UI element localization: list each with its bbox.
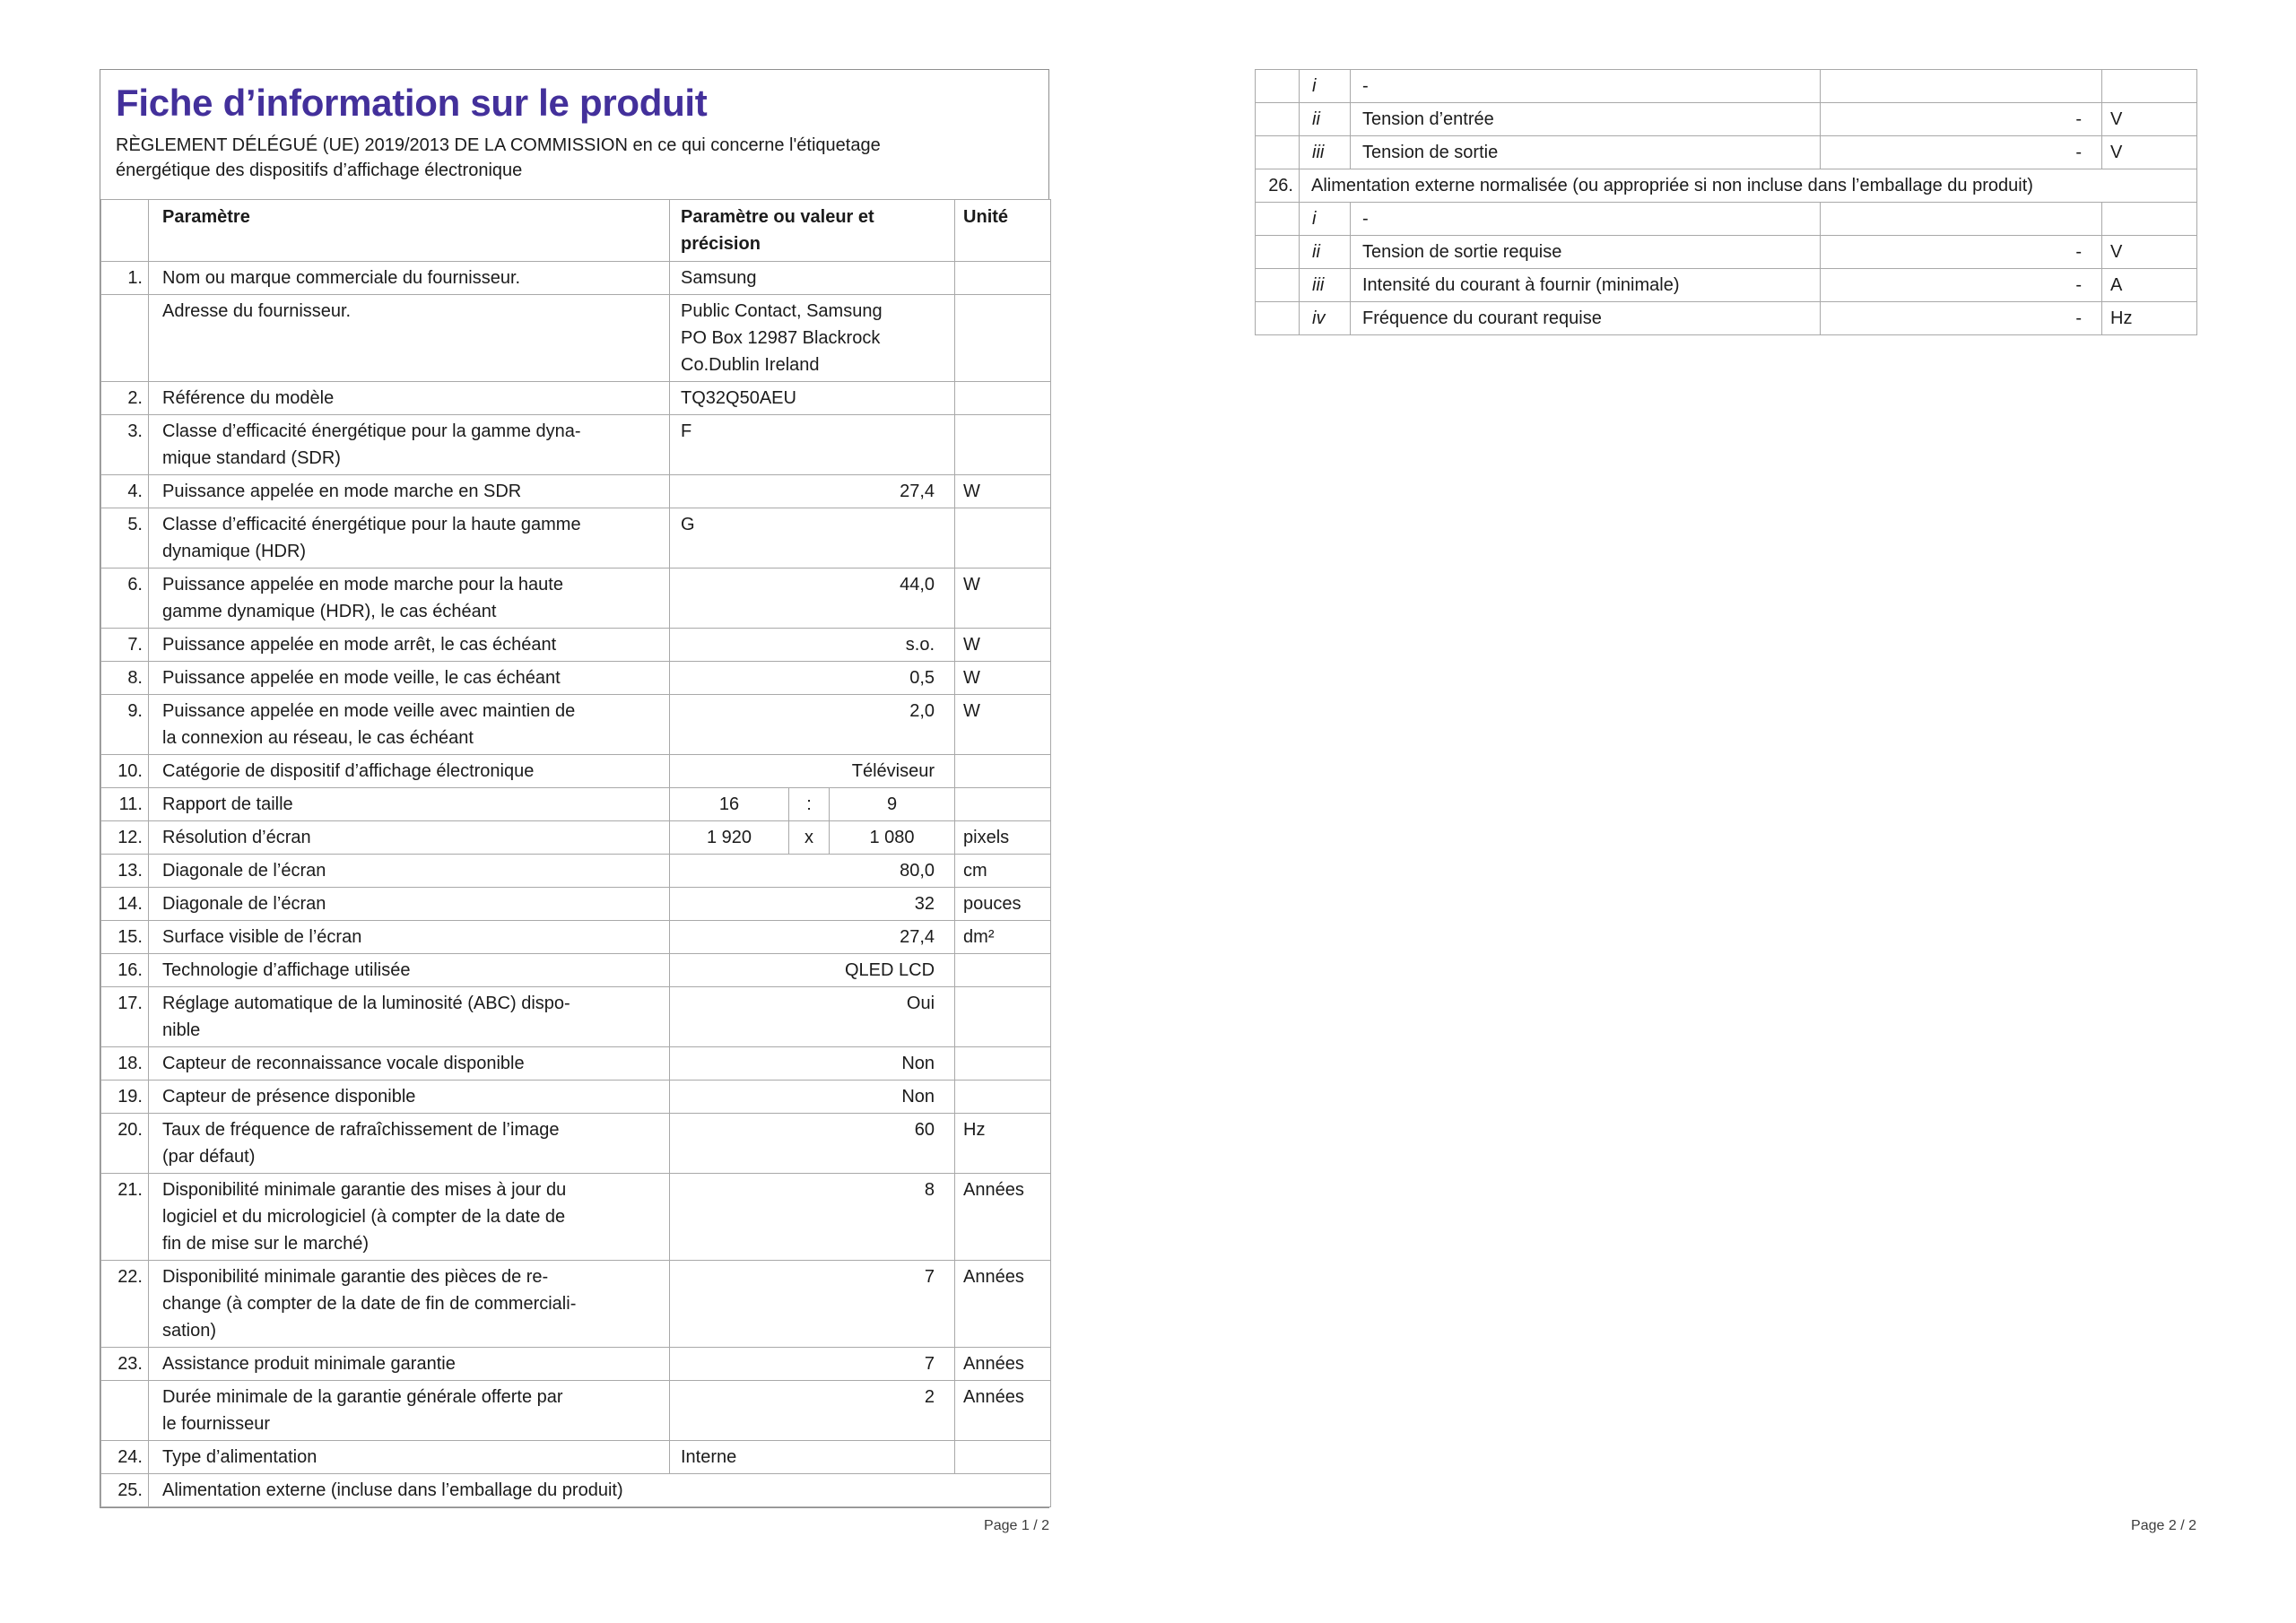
row-number: 1. [101, 262, 149, 295]
table-row [1256, 103, 2197, 136]
doc-subtitle: RÈGLEMENT DÉLÉGUÉ (UE) 2019/2013 DE LA COMMISSION en ce qui concerne l'étiquetage énergétique des dispositifs d’affichage électronique [116, 135, 881, 180]
param-label: Capteur de présence disponible [149, 1081, 670, 1114]
row-number: 17. [101, 987, 149, 1047]
unit-label [955, 987, 1051, 1047]
row-number [101, 1381, 149, 1441]
table-row [101, 821, 1051, 855]
header-valeur: Paramètre ou valeur et précision [670, 200, 955, 262]
row-number: 13. [101, 855, 149, 888]
table-row [1256, 136, 2197, 169]
unit-label: W [955, 475, 1051, 508]
param-value: 2,0 [670, 695, 955, 755]
page-1 [100, 69, 1049, 1508]
param-value: Non [670, 1081, 955, 1114]
value-part-2: 1 080 [830, 821, 955, 855]
row-number: 14. [101, 888, 149, 921]
param-value: 8 [670, 1174, 955, 1261]
param-value: Téléviseur [670, 755, 955, 788]
param-value: s.o. [670, 629, 955, 662]
product-info-table-page1 [100, 199, 1051, 1507]
table-row [101, 1381, 1051, 1441]
row-number: 21. [101, 1174, 149, 1261]
unit-label: V [2102, 236, 2197, 269]
row-number: 18. [101, 1047, 149, 1081]
row-number: 19. [101, 1081, 149, 1114]
table-row [1256, 169, 2197, 203]
table-row [101, 262, 1051, 295]
unit-label: Années [955, 1348, 1051, 1381]
unit-label: W [955, 662, 1051, 695]
value-part-2: 9 [830, 788, 955, 821]
param-label: Classe d’efficacité énergétique pour la haute gamme dynamique (HDR) [149, 508, 670, 568]
param-label: Classe d’efficacité énergétique pour la gamme dyna- mique standard (SDR) [149, 415, 670, 475]
param-label: Assistance produit minimale garantie [149, 1348, 670, 1381]
unit-label [2102, 70, 2197, 103]
unit-label: cm [955, 855, 1051, 888]
table-row [101, 382, 1051, 415]
row-number [1256, 70, 1300, 103]
table-row [101, 954, 1051, 987]
unit-label [955, 262, 1051, 295]
product-info-table-page2 [1255, 69, 2197, 335]
unit-label: pixels [955, 821, 1051, 855]
param-label: Disponibilité minimale garantie des pièces de re- change (à compter de la date de fin de commerciali- sation) [149, 1261, 670, 1348]
row-number: 20. [101, 1114, 149, 1174]
unit-label [955, 415, 1051, 475]
table-row [101, 1261, 1051, 1348]
param-value: 80,0 [670, 855, 955, 888]
unit-label [955, 1441, 1051, 1474]
unit-label [2102, 203, 2197, 236]
row-number [101, 295, 149, 382]
table-row [101, 921, 1051, 954]
row-number: 23. [101, 1348, 149, 1381]
roman-numeral: iii [1300, 136, 1351, 169]
param-label: Puissance appelée en mode arrêt, le cas échéant [149, 629, 670, 662]
param-value: TQ32Q50AEU [670, 382, 955, 415]
table-row [101, 1114, 1051, 1174]
param-label: Puissance appelée en mode marche pour la haute gamme dynamique (HDR), le cas échéant [149, 568, 670, 629]
unit-label [955, 788, 1051, 821]
unit-label [955, 508, 1051, 568]
roman-numeral: ii [1300, 236, 1351, 269]
value-separator: x [789, 821, 830, 855]
table-row [101, 1348, 1051, 1381]
param-value: Interne [670, 1441, 955, 1474]
value-part-1: 1 920 [670, 821, 789, 855]
page-title: Fiche d’information sur le produit [116, 82, 708, 124]
row-number: 12. [101, 821, 149, 855]
table-row [1256, 269, 2197, 302]
param-label: Technologie d’affichage utilisée [149, 954, 670, 987]
value-separator: : [789, 788, 830, 821]
param-value: - [1821, 236, 2102, 269]
row-number: 7. [101, 629, 149, 662]
row-number [1256, 302, 1300, 335]
row-number: 6. [101, 568, 149, 629]
unit-label [955, 755, 1051, 788]
table-row [101, 568, 1051, 629]
param-value: 27,4 [670, 475, 955, 508]
table-row [101, 788, 1051, 821]
table-row [101, 475, 1051, 508]
row-number: 15. [101, 921, 149, 954]
param-label: Rapport de taille [149, 788, 670, 821]
unit-label [955, 1047, 1051, 1081]
param-value: 32 [670, 888, 955, 921]
roman-numeral: ii [1300, 103, 1351, 136]
param-label: Tension de sortie [1351, 136, 1821, 169]
param-value: Oui [670, 987, 955, 1047]
param-label: Intensité du courant à fournir (minimale) [1351, 269, 1821, 302]
row-number: 4. [101, 475, 149, 508]
param-label: Tension d’entrée [1351, 103, 1821, 136]
param-label: Puissance appelée en mode marche en SDR [149, 475, 670, 508]
unit-label [955, 1081, 1051, 1114]
param-label: Surface visible de l’écran [149, 921, 670, 954]
param-label: Catégorie de dispositif d’affichage électronique [149, 755, 670, 788]
param-value: - [1821, 302, 2102, 335]
param-value [1821, 70, 2102, 103]
param-label: Disponibilité minimale garantie des mises à jour du logiciel et du micrologiciel (à compter de la date de fin de mise sur le marché) [149, 1174, 670, 1261]
param-value: Non [670, 1047, 955, 1081]
param-label: Tension de sortie requise [1351, 236, 1821, 269]
param-value: G [670, 508, 955, 568]
row-number [1256, 136, 1300, 169]
param-label: Type d’alimentation [149, 1441, 670, 1474]
table-row [1256, 236, 2197, 269]
param-value: Public Contact, Samsung PO Box 12987 Blackrock Co.Dublin Ireland [670, 295, 955, 382]
param-value: - [1821, 103, 2102, 136]
row-number: 26. [1256, 169, 1300, 203]
param-value: 27,4 [670, 921, 955, 954]
param-label: Diagonale de l’écran [149, 855, 670, 888]
unit-label: V [2102, 136, 2197, 169]
table-row [101, 1441, 1051, 1474]
param-label: Adresse du fournisseur. [149, 295, 670, 382]
param-value: 7 [670, 1348, 955, 1381]
unit-label: dm² [955, 921, 1051, 954]
row-number: 8. [101, 662, 149, 695]
table-row [101, 415, 1051, 475]
table-row [101, 855, 1051, 888]
header-unite: Unité [955, 200, 1051, 262]
unit-label: V [2102, 103, 2197, 136]
row-number: 16. [101, 954, 149, 987]
page1-footer: Page 1 / 2 [984, 1518, 1049, 1533]
unit-label: Années [955, 1174, 1051, 1261]
row-number: 9. [101, 695, 149, 755]
header-parametre: Paramètre [149, 200, 670, 262]
row-number [1256, 236, 1300, 269]
table-row [101, 508, 1051, 568]
unit-label: Hz [955, 1114, 1051, 1174]
unit-label: Hz [2102, 302, 2197, 335]
param-label: Taux de fréquence de rafraîchissement de l’image (par défaut) [149, 1114, 670, 1174]
row-number: 5. [101, 508, 149, 568]
param-label: Diagonale de l’écran [149, 888, 670, 921]
table-row [101, 629, 1051, 662]
row-number [1256, 203, 1300, 236]
unit-label [955, 295, 1051, 382]
table-header-row [101, 200, 1051, 262]
param-value: 7 [670, 1261, 955, 1348]
unit-label: W [955, 629, 1051, 662]
param-label: Fréquence du courant requise [1351, 302, 1821, 335]
roman-numeral: i [1300, 70, 1351, 103]
table-row [101, 987, 1051, 1047]
param-label: Capteur de reconnaissance vocale disponible [149, 1047, 670, 1081]
table-row [1256, 203, 2197, 236]
param-value: 2 [670, 1381, 955, 1441]
table-row [101, 662, 1051, 695]
param-value: F [670, 415, 955, 475]
param-value: 44,0 [670, 568, 955, 629]
unit-label: Années [955, 1381, 1051, 1441]
table-row [101, 1081, 1051, 1114]
unit-label: W [955, 695, 1051, 755]
param-label: Puissance appelée en mode veille, le cas échéant [149, 662, 670, 695]
row-number: 24. [101, 1441, 149, 1474]
unit-label [955, 382, 1051, 415]
param-value: 0,5 [670, 662, 955, 695]
param-value: Samsung [670, 262, 955, 295]
param-value: - [1821, 269, 2102, 302]
unit-label: W [955, 568, 1051, 629]
roman-numeral: iii [1300, 269, 1351, 302]
unit-label: A [2102, 269, 2197, 302]
param-label: Référence du modèle [149, 382, 670, 415]
param-label: Puissance appelée en mode veille avec maintien de la connexion au réseau, le cas échéant [149, 695, 670, 755]
row-number: 10. [101, 755, 149, 788]
param-label: - [1351, 203, 1821, 236]
row-number: 22. [101, 1261, 149, 1348]
roman-numeral: iv [1300, 302, 1351, 335]
param-label: Durée minimale de la garantie générale offerte par le fournisseur [149, 1381, 670, 1441]
param-label: Nom ou marque commerciale du fournisseur. [149, 262, 670, 295]
value-part-1: 16 [670, 788, 789, 821]
unit-label [955, 954, 1051, 987]
table-row [101, 695, 1051, 755]
page2-footer: Page 2 / 2 [2131, 1518, 2196, 1533]
param-label: Réglage automatique de la luminosité (ABC) dispo- nible [149, 987, 670, 1047]
table-row [101, 1174, 1051, 1261]
param-label: Résolution d’écran [149, 821, 670, 855]
header-empty-cell [101, 200, 149, 262]
unit-label: pouces [955, 888, 1051, 921]
table-row [1256, 302, 2197, 335]
table-row [101, 1474, 1051, 1507]
row-number [1256, 103, 1300, 136]
row-number: 2. [101, 382, 149, 415]
param-label: Alimentation externe normalisée (ou appropriée si non incluse dans l’emballage du produit) [1300, 169, 2197, 203]
param-value: QLED LCD [670, 954, 955, 987]
roman-numeral: i [1300, 203, 1351, 236]
row-number: 11. [101, 788, 149, 821]
param-value: 60 [670, 1114, 955, 1174]
row-number [1256, 269, 1300, 302]
param-value [1821, 203, 2102, 236]
param-label: Alimentation externe (incluse dans l’emballage du produit) [149, 1474, 1051, 1507]
table-row [1256, 70, 2197, 103]
unit-label: Années [955, 1261, 1051, 1348]
row-number: 25. [101, 1474, 149, 1507]
table-row [101, 888, 1051, 921]
param-value: - [1821, 136, 2102, 169]
param-label: - [1351, 70, 1821, 103]
table-row [101, 755, 1051, 788]
row-number: 3. [101, 415, 149, 475]
table-row [101, 295, 1051, 382]
table-row [101, 1047, 1051, 1081]
